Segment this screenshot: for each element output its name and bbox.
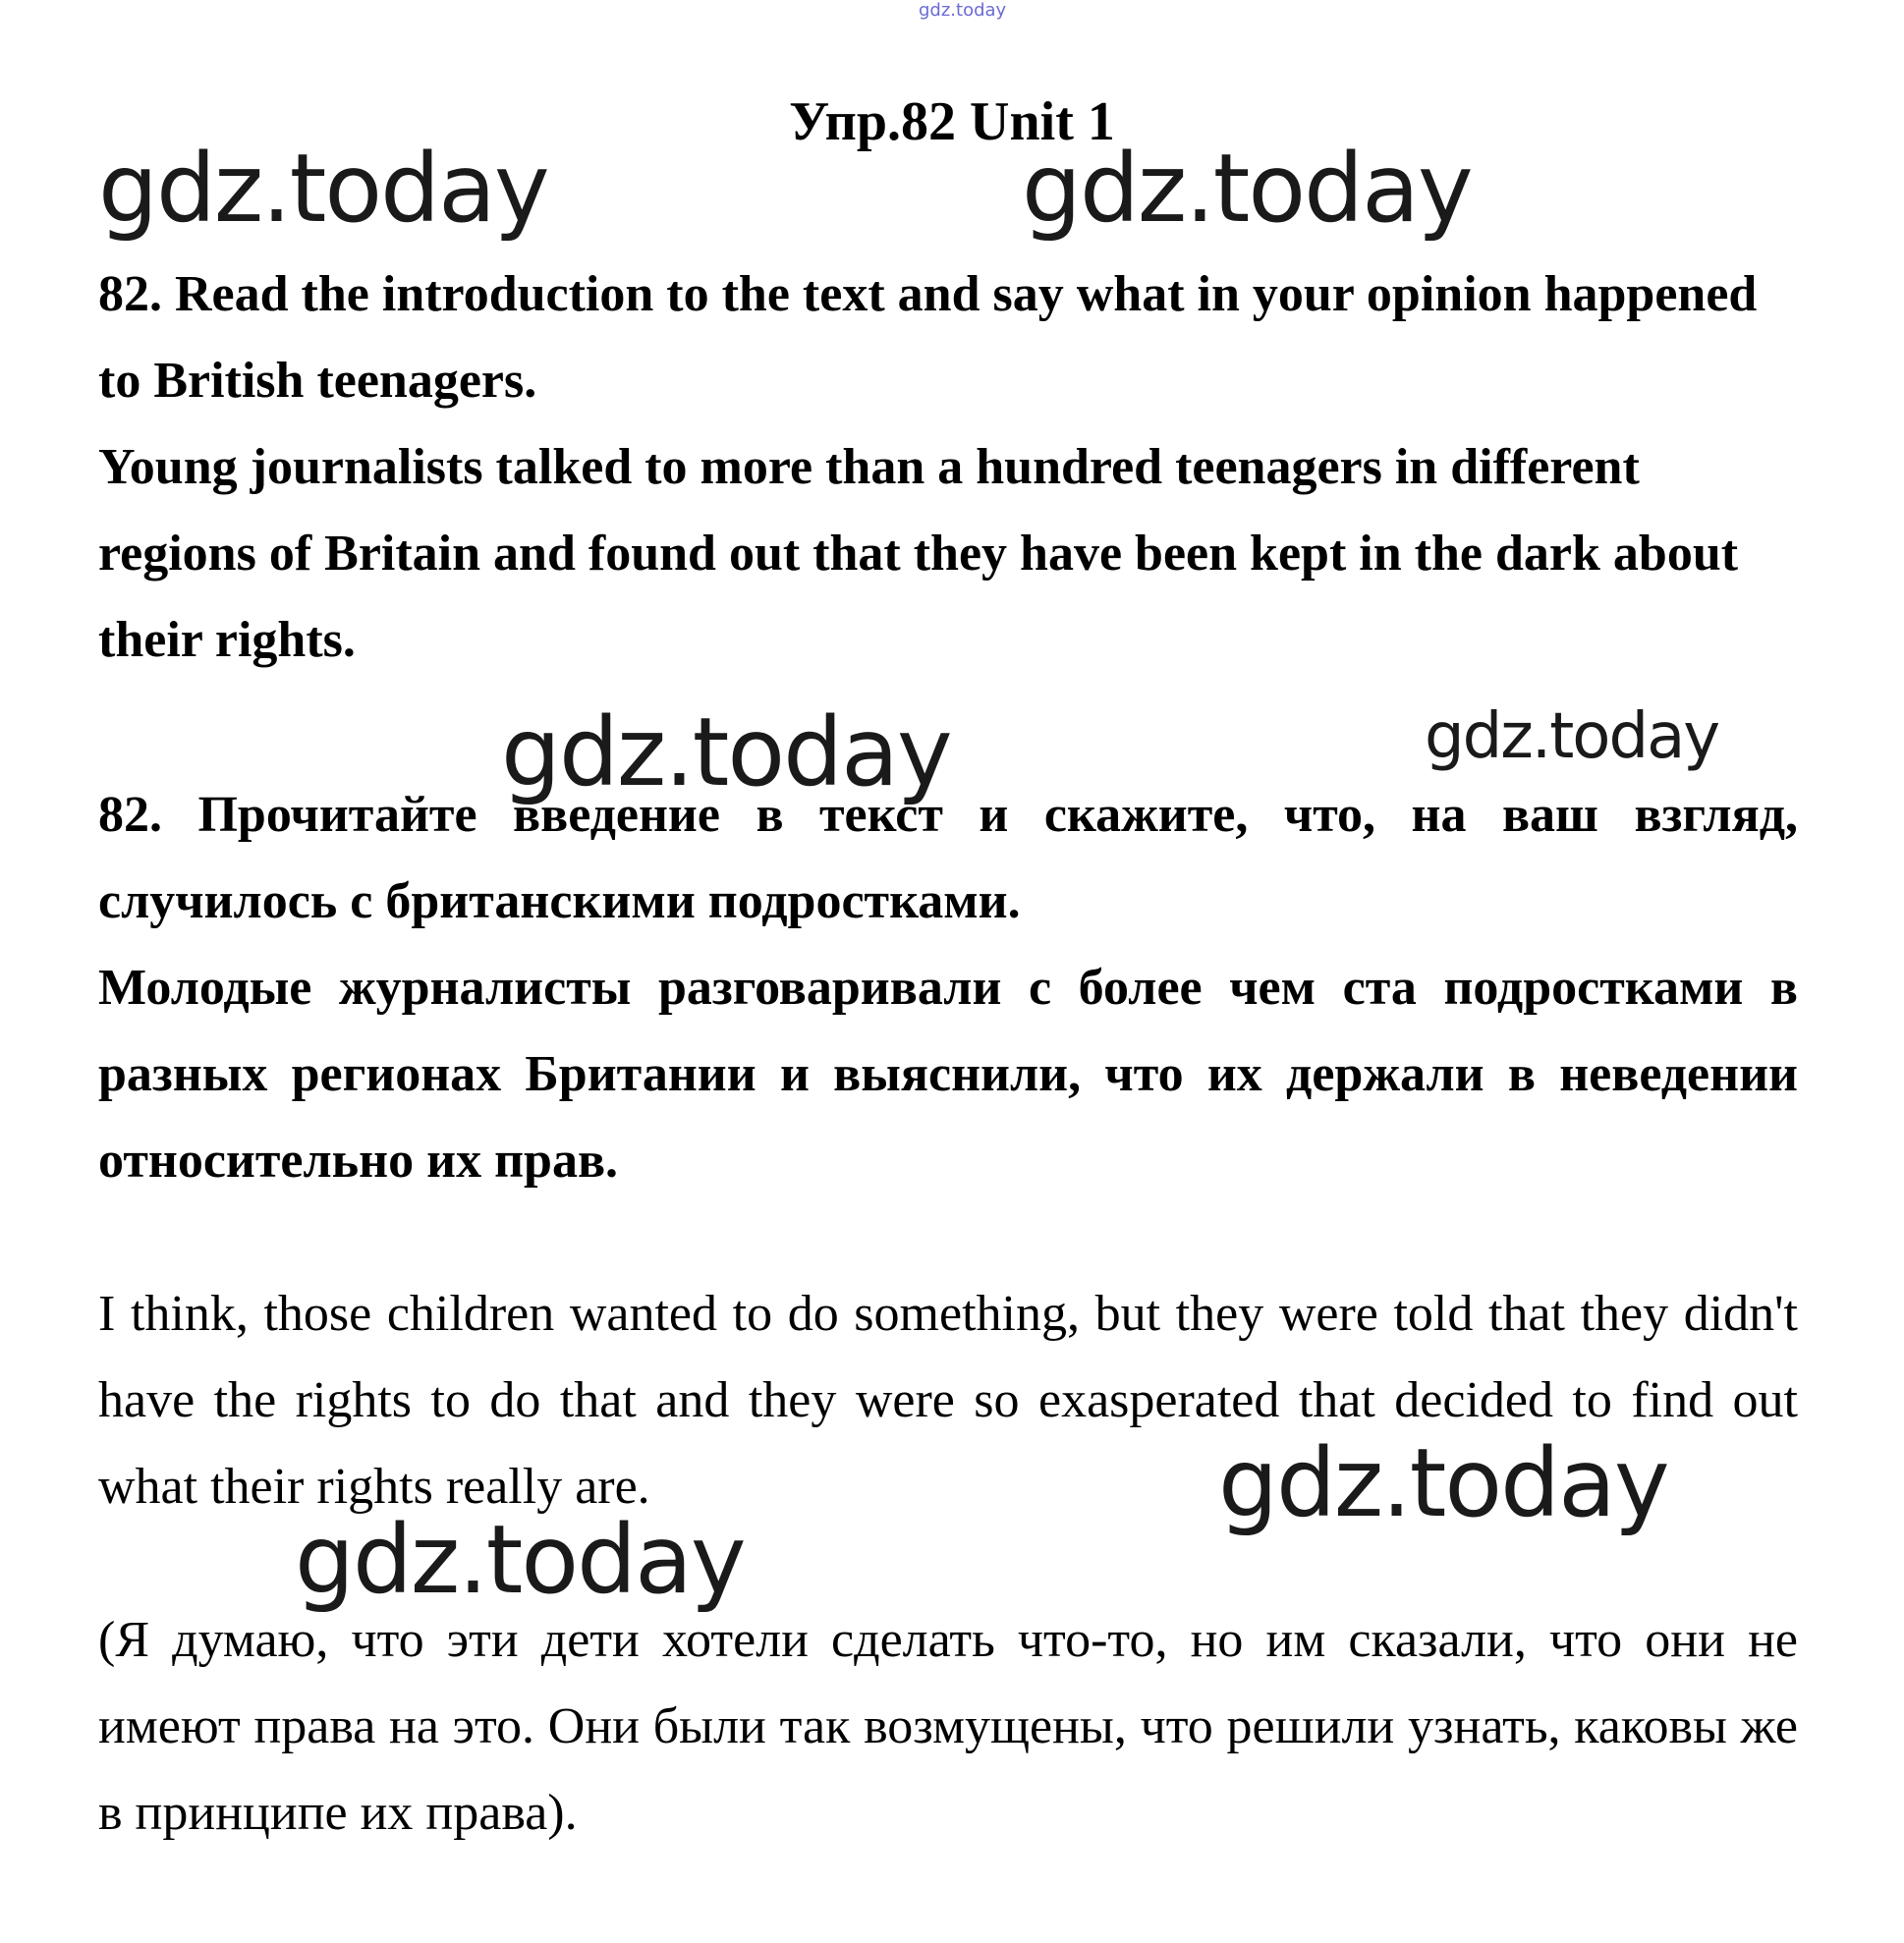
watermark: gdz.today [1218,1428,1668,1538]
watermark-top: gdz.today [919,0,1007,21]
task-ru-text: Молодые журналисты разговаривали с более чем ста подростками в разных регионах Британии и выяснили, что их держали в неведении относительно их прав. [98,960,1798,1189]
page-title: Упр.82 Unit 1 [789,91,1115,152]
watermark: gdz.today [501,697,951,807]
watermark: gdz.today [98,134,548,244]
watermark: gdz.today [295,1505,745,1615]
task-en [98,251,1798,684]
task-ru-question: 82. Прочитайте введение в текст и скажите, что, на ваш взгляд, случилось с британскими подростками. [98,787,1798,929]
watermark: gdz.today [1425,700,1719,773]
task-en-question: 82. Read the introduction to the text and say what in your opinion happened to British teenagers. [98,266,1758,409]
watermark: gdz.today [1022,134,1472,244]
answer-en: I think, those children wanted to do something, but they were told that they didn't have the rights to do that and they were so exasperated that decided to find out what their rights really are. [98,1286,1798,1515]
task-ru [98,772,1798,1204]
answer-ru: (Я думаю, что эти дети хотели сделать что-то, но им сказали, что они не имеют права на это. Они были так возмущены, что решили узнать, каковы же в принципе их права). [98,1612,1798,1841]
task-en-text: Young journalists talked to more than a hundred teenagers in different regions of Britain and found out that they have been kept in the dark about their rights. [98,439,1739,668]
